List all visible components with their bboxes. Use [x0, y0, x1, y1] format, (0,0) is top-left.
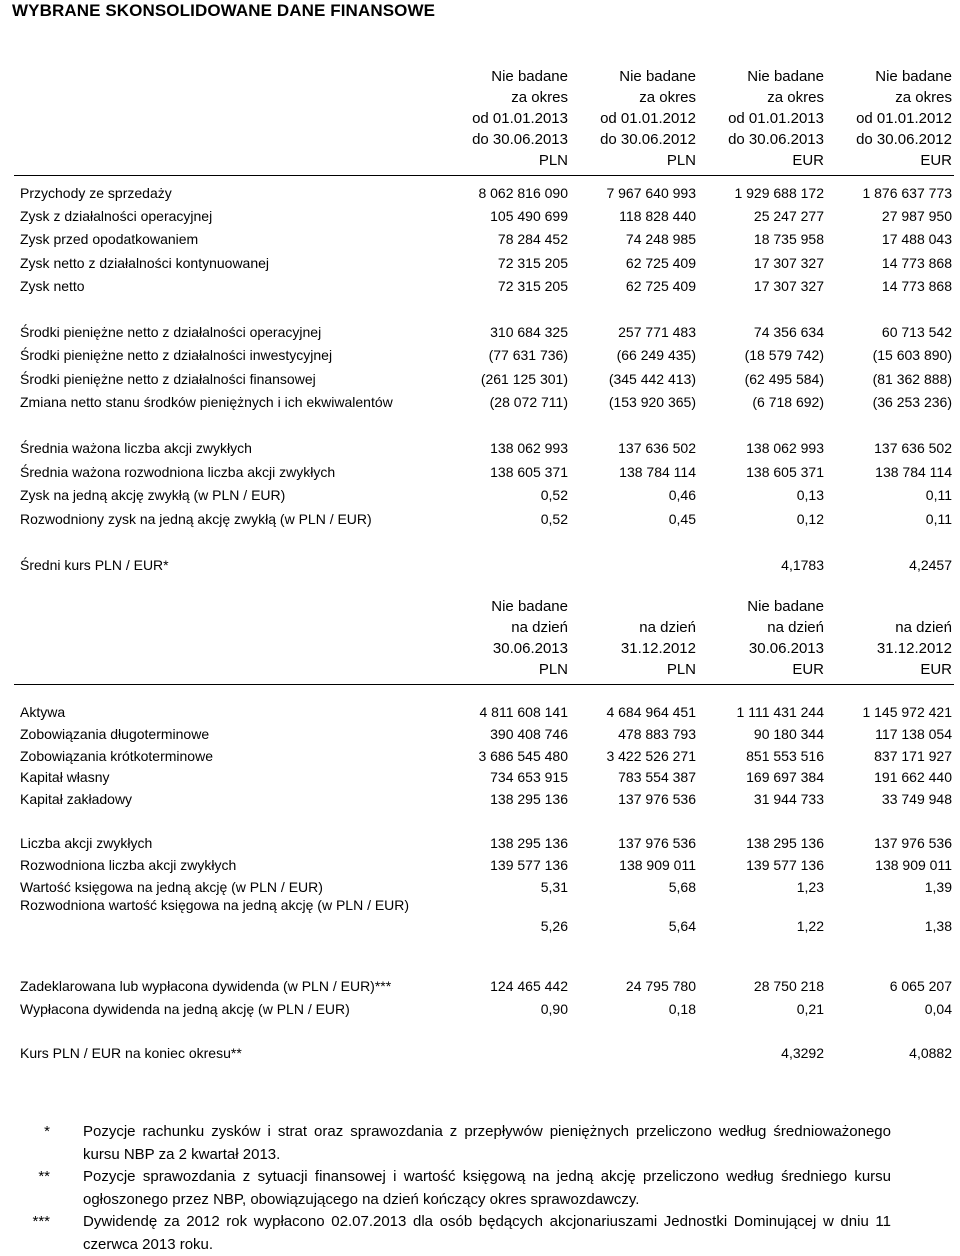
- cell-value: 390 408 746: [490, 726, 568, 742]
- cell-value: 72 315 205: [497, 278, 568, 294]
- table-row: [0, 254, 960, 276]
- cell-value: 0,04: [924, 1001, 952, 1017]
- cell-value: 118 828 440: [619, 208, 696, 224]
- cell-value: 837 171 927: [874, 748, 952, 764]
- header-divider: [14, 175, 954, 176]
- table-row: [0, 346, 960, 368]
- cell-value: (261 125 301): [480, 371, 568, 387]
- cell-value: (153 920 365): [608, 394, 696, 410]
- header-line: 31.12.2012: [876, 640, 952, 657]
- cell-value: 0,52: [540, 511, 568, 527]
- header-line: Nie badane: [747, 68, 824, 85]
- header-line: na dzień: [511, 619, 568, 636]
- cell-value: 0,52: [540, 487, 568, 503]
- cell-value: 5,68: [668, 879, 696, 895]
- header-col-1: [491, 596, 568, 680]
- header-col-1: [472, 66, 568, 171]
- table-row: [0, 1044, 960, 1066]
- cell-value: 191 662 440: [874, 769, 952, 785]
- row-label: Zysk netto: [20, 278, 85, 294]
- table-row: [0, 323, 960, 345]
- cell-value: 90 180 344: [753, 726, 824, 742]
- row-label: Średnia ważona rozwodniona liczba akcji zwykłych: [20, 464, 336, 480]
- cell-value: 18 735 958: [753, 231, 824, 247]
- table-row: [0, 393, 960, 415]
- cell-value: 0,11: [925, 511, 952, 527]
- header-line: PLN: [666, 661, 696, 678]
- header-line: za okres: [639, 89, 696, 106]
- cell-value: 4,2457: [909, 557, 952, 573]
- cell-value: 137 976 536: [618, 835, 696, 851]
- cell-value: 310 684 325: [490, 324, 568, 340]
- cell-value: (18 579 742): [744, 347, 824, 363]
- cell-value: 137 976 536: [618, 791, 696, 807]
- table-row: [0, 370, 960, 392]
- header-line: PLN: [538, 152, 568, 169]
- row-label: Rozwodniony zysk na jedną akcję zwykłą (w PLN / EUR): [20, 511, 372, 527]
- cell-value: 139 577 136: [490, 857, 568, 873]
- table-row: [0, 277, 960, 299]
- row-label: Zysk przed opodatkowaniem: [20, 231, 199, 247]
- footnote-text: Dywidendę za 2012 rok wypłacono 02.07.2013 dla osób będących akcjonariuszami Jednostki Dominującej w dniu 11 czerwca 2013 roku.: [83, 1213, 891, 1253]
- cell-value: 138 909 011: [619, 857, 696, 873]
- header-line: Nie badane: [875, 68, 952, 85]
- header-line: EUR: [792, 661, 824, 678]
- header-line: od 01.01.2013: [472, 110, 568, 127]
- table-row: [0, 207, 960, 229]
- table-row: [0, 510, 960, 532]
- row-label: Kapitał zakładowy: [20, 791, 133, 807]
- cell-value: (36 253 236): [872, 394, 952, 410]
- table-row: [0, 747, 960, 769]
- table-row: [0, 834, 960, 856]
- row-label: Rozwodniona wartość księgowa na jedną akcję (w PLN / EUR): [20, 897, 410, 913]
- cell-value: 17 488 043: [881, 231, 952, 247]
- cell-value: (77 631 736): [488, 347, 568, 363]
- header-line: Nie badane: [491, 68, 568, 85]
- cell-value: 14 773 868: [881, 278, 952, 294]
- cell-value: 138 062 993: [746, 440, 824, 456]
- row-label: Kapitał własny: [20, 769, 110, 785]
- cell-value: 257 771 483: [618, 324, 696, 340]
- header-line: na dzień: [895, 619, 952, 636]
- row-label: Zobowiązania długoterminowe: [20, 726, 210, 742]
- cell-value: 117 138 054: [875, 726, 952, 742]
- header-line: 31.12.2012: [620, 640, 696, 657]
- cell-value: 137 636 502: [618, 440, 696, 456]
- header-line: do 30.06.2013: [472, 131, 568, 148]
- cell-value: 1 145 972 421: [862, 704, 952, 720]
- cell-value: 138 784 114: [619, 464, 696, 480]
- header-line: Nie badane: [619, 68, 696, 85]
- row-label: Kurs PLN / EUR na koniec okresu**: [20, 1045, 242, 1061]
- table-row: [0, 1000, 960, 1022]
- row-label: Aktywa: [20, 704, 66, 720]
- header-line: za okres: [767, 89, 824, 106]
- cell-value: 4,0882: [909, 1045, 952, 1061]
- cell-value: 0,12: [796, 511, 824, 527]
- cell-value: 169 697 384: [746, 769, 824, 785]
- cell-value: 138 784 114: [875, 464, 952, 480]
- cell-value: 0,11: [925, 487, 952, 503]
- footnote-mark: *: [44, 1123, 50, 1140]
- row-label: Średnia ważona liczba akcji zwykłych: [20, 440, 252, 456]
- cell-value: (28 072 711): [489, 394, 568, 410]
- cell-value: 31 944 733: [753, 791, 824, 807]
- cell-value: 0,18: [668, 1001, 696, 1017]
- row-label: Zadeklarowana lub wypłacona dywidenda (w PLN / EUR)***: [20, 978, 392, 994]
- cell-value: 4 811 608 141: [479, 704, 568, 720]
- header-line: EUR: [792, 152, 824, 169]
- row-label: Środki pieniężne netto z działalności operacyjnej: [20, 324, 322, 340]
- cell-value: 3 686 545 480: [478, 748, 568, 764]
- cell-value: 74 356 634: [753, 324, 824, 340]
- cell-value: 1,23: [796, 879, 824, 895]
- cell-value: 62 725 409: [625, 255, 696, 271]
- header-line: Nie badane: [747, 598, 824, 615]
- cell-value: 24 795 780: [625, 978, 696, 994]
- page-title: WYBRANE SKONSOLIDOWANE DANE FINANSOWE: [12, 1, 436, 20]
- cell-value: (345 442 413): [608, 371, 696, 387]
- table-row: [0, 768, 960, 790]
- footnote-mark: **: [38, 1168, 50, 1185]
- header-line: od 01.01.2012: [600, 110, 696, 127]
- header-line: na dzień: [639, 619, 696, 636]
- cell-value: (62 495 584): [744, 371, 824, 387]
- cell-value: 0,46: [668, 487, 696, 503]
- cell-value: 0,45: [668, 511, 696, 527]
- cell-value: 0,21: [796, 1001, 824, 1017]
- footnote-text: Pozycje sprawozdania z sytuacji finansowej i wartość księgową na jedną akcję przeliczono według średniego kursu ogłoszonego przez NBP, obowiązującego na dzień kończący okres sprawozdawczy.: [83, 1168, 891, 1208]
- header-col-3: [747, 596, 824, 680]
- cell-value: 138 909 011: [875, 857, 952, 873]
- cell-value: 1 111 431 244: [736, 704, 824, 720]
- header-line: od 01.01.2013: [728, 110, 824, 127]
- cell-value: 124 465 442: [490, 978, 568, 994]
- header-line: 30.06.2013: [748, 640, 824, 657]
- cell-value: 60 713 542: [881, 324, 952, 340]
- cell-value: 1 876 637 773: [862, 185, 952, 201]
- table-row: [0, 790, 960, 812]
- row-values: [0, 917, 960, 939]
- cell-value: 3 422 526 271: [606, 748, 696, 764]
- table-row: [0, 230, 960, 252]
- row-label: Średni kurs PLN / EUR*: [20, 557, 169, 573]
- header-line: na dzień: [767, 619, 824, 636]
- row-label: Zysk z działalności operacyjnej: [20, 208, 213, 224]
- cell-value: 137 976 536: [874, 835, 952, 851]
- cell-value: 27 987 950: [881, 208, 952, 224]
- footnote-text: Pozycje rachunku zysków i strat oraz sprawozdania z przepływów pieniężnych przeliczono według średnioważonego kursu NBP za 2 kwartał 2013.: [83, 1123, 891, 1163]
- row-label: Liczba akcji zwykłych: [20, 835, 153, 851]
- table-row: [0, 703, 960, 725]
- row-label: Środki pieniężne netto z działalności inwestycyjnej: [20, 347, 333, 363]
- header-col-2: [621, 617, 696, 680]
- cell-value: 851 553 516: [746, 748, 824, 764]
- header-line: od 01.01.2012: [856, 110, 952, 127]
- header-line: PLN: [538, 661, 568, 678]
- cell-value: 138 605 371: [746, 464, 824, 480]
- row-label: Zobowiązania krótkoterminowe: [20, 748, 213, 764]
- cell-value: 4 684 964 451: [606, 704, 696, 720]
- cell-value: 734 653 915: [490, 769, 568, 785]
- header-line: Nie badane: [491, 598, 568, 615]
- header-col-4: [856, 66, 952, 171]
- row-label: Przychody ze sprzedaży: [20, 185, 172, 201]
- cell-value: 6 065 207: [889, 978, 952, 994]
- cell-value: 137 636 502: [874, 440, 952, 456]
- header-line: za okres: [511, 89, 568, 106]
- row-label: Zmiana netto stanu środków pieniężnych i ich ekwiwalentów: [20, 394, 393, 410]
- table-row: [0, 486, 960, 508]
- cell-value: 138 295 136: [746, 835, 824, 851]
- cell-value: 28 750 218: [753, 978, 824, 994]
- cell-value: 0,90: [540, 1001, 568, 1017]
- cell-value: 4,1783: [781, 557, 824, 573]
- header-line: do 30.06.2013: [728, 131, 824, 148]
- header-line: EUR: [920, 661, 952, 678]
- cell-value: 1,22: [796, 918, 824, 934]
- cell-value: 5,26: [540, 918, 568, 934]
- cell-value: (81 362 888): [872, 371, 952, 387]
- cell-value: 8 062 816 090: [478, 185, 568, 201]
- header-line: do 30.06.2012: [856, 131, 952, 148]
- header-line: 30.06.2013: [492, 640, 568, 657]
- cell-value: 33 749 948: [881, 791, 952, 807]
- cell-value: 105 490 699: [490, 208, 568, 224]
- cell-value: 17 307 327: [753, 278, 824, 294]
- header-col-4: [877, 617, 952, 680]
- header-line: PLN: [666, 152, 696, 169]
- table-row: [0, 439, 960, 461]
- cell-value: 17 307 327: [753, 255, 824, 271]
- table-row: [0, 556, 960, 578]
- cell-value: 138 295 136: [490, 791, 568, 807]
- cell-value: 478 883 793: [618, 726, 696, 742]
- cell-value: 138 605 371: [490, 464, 568, 480]
- cell-value: (6 718 692): [752, 394, 824, 410]
- cell-value: 0,13: [796, 487, 824, 503]
- table-row: [0, 977, 960, 999]
- cell-value: 72 315 205: [497, 255, 568, 271]
- cell-value: 78 284 452: [497, 231, 568, 247]
- table-row: [0, 184, 960, 206]
- cell-value: 5,64: [668, 918, 696, 934]
- cell-value: 138 062 993: [490, 440, 568, 456]
- cell-value: 5,31: [540, 879, 568, 895]
- header-col-3: [728, 66, 824, 171]
- row-label: Rozwodniona liczba akcji zwykłych: [20, 857, 237, 873]
- cell-value: 139 577 136: [746, 857, 824, 873]
- cell-value: 74 248 985: [625, 231, 696, 247]
- cell-value: 783 554 387: [618, 769, 696, 785]
- table-row: [0, 725, 960, 747]
- cell-value: (66 249 435): [616, 347, 696, 363]
- header-line: do 30.06.2012: [600, 131, 696, 148]
- cell-value: 62 725 409: [625, 278, 696, 294]
- header-divider: [14, 684, 954, 685]
- row-label: Zysk netto z działalności kontynuowanej: [20, 255, 270, 271]
- header-col-2: [600, 66, 696, 171]
- row-label: Wypłacona dywidenda na jedną akcję (w PLN / EUR): [20, 1001, 350, 1017]
- cell-value: (15 603 890): [872, 347, 952, 363]
- header-line: za okres: [895, 89, 952, 106]
- cell-value: 1 929 688 172: [734, 185, 824, 201]
- row-label: Środki pieniężne netto z działalności finansowej: [20, 371, 316, 387]
- cell-value: 138 295 136: [490, 835, 568, 851]
- row-label: Wartość księgowa na jedną akcję (w PLN / EUR): [20, 879, 323, 895]
- cell-value: 7 967 640 993: [606, 185, 696, 201]
- cell-value: 4,3292: [781, 1045, 824, 1061]
- row-label: Zysk na jedną akcję zwykłą (w PLN / EUR): [20, 487, 286, 503]
- table-row: [0, 856, 960, 878]
- cell-value: 14 773 868: [881, 255, 952, 271]
- cell-value: 25 247 277: [753, 208, 824, 224]
- table-row: [0, 463, 960, 485]
- header-line: EUR: [920, 152, 952, 169]
- cell-value: 1,39: [924, 879, 952, 895]
- footnote-mark: ***: [32, 1213, 50, 1230]
- cell-value: 1,38: [924, 918, 952, 934]
